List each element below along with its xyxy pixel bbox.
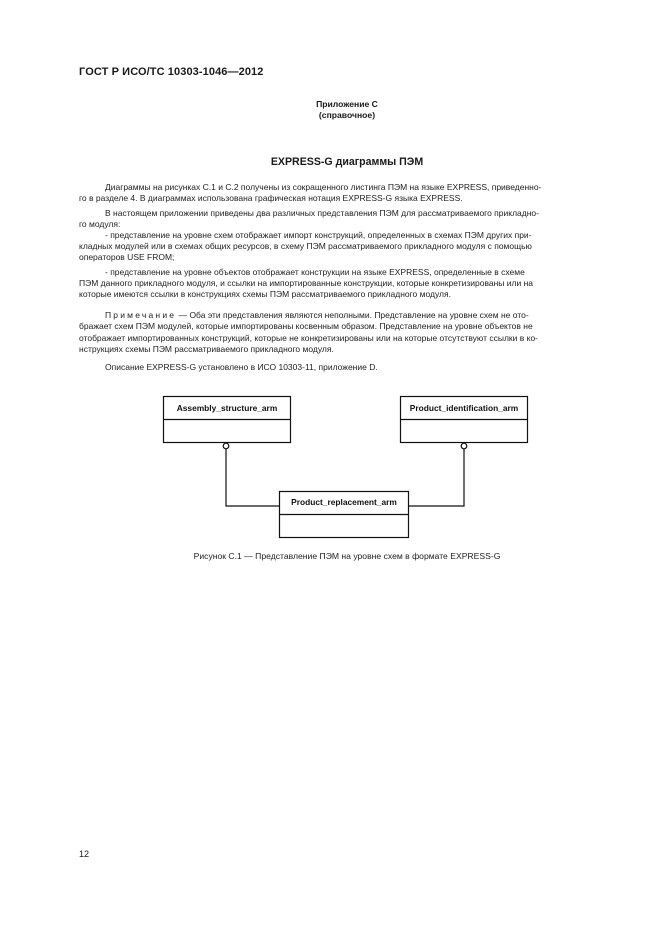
body-line: го модуля: bbox=[79, 219, 121, 229]
document-code: ГОСТ Р ИСО/ТС 10303-1046—2012 bbox=[79, 66, 264, 78]
entity-label: Product_identification_arm bbox=[409, 403, 519, 413]
body-line: которые имеются ссылки в конструкциях схемы ПЭМ рассматриваемого прикладного модуля. bbox=[79, 289, 451, 299]
entity-product-replacement bbox=[280, 492, 409, 538]
section-title: EXPRESS-G диаграммы ПЭМ bbox=[270, 156, 424, 168]
note-label: Примечание bbox=[105, 310, 177, 320]
note-text: — Оба эти представления являются неполными. Представление на уровне схем не ото- bbox=[178, 310, 529, 320]
body-line: - представление на уровне объектов отображает конструкции на языке EXPRESS, определенные в схеме bbox=[105, 267, 525, 277]
body-line: го в разделе 4. В диаграммах использована графическая нотация EXPRESS-G языка EXPRESS. bbox=[79, 193, 463, 203]
body-line: кладных модулей или в схемах общих ресурсов, в схему ПЭМ рассматриваемого прикладного модуля с помощью bbox=[79, 241, 532, 251]
body-line: Описание EXPRESS-G установлено в ИСО 10303-11, приложение D. bbox=[105, 362, 378, 372]
entity-product-identification bbox=[401, 397, 528, 443]
note-line: нструкциях схемы ПЭМ рассматриваемого прикладного модуля. bbox=[79, 344, 334, 354]
note-line: отображает импортированных конструкций, которые не конкретизированы или на которые отсутствуют ссылки в ко- bbox=[79, 333, 539, 343]
entity-label: Assembly_structure_arm bbox=[176, 403, 278, 413]
entity-label: Product_replacement_arm bbox=[291, 497, 397, 507]
body-line: В настоящем приложении приведены два различных представления ПЭМ для рассматриваемого прикладно- bbox=[105, 208, 539, 218]
annex-title: Приложение С bbox=[316, 99, 378, 109]
body-line: операторов USE FROM; bbox=[79, 252, 175, 262]
figure-caption: Рисунок С.1 — Представление ПЭМ на уровне схем в формате EXPRESS-G bbox=[193, 551, 501, 561]
relationship-line-right bbox=[409, 443, 467, 506]
body-line: Диаграммы на рисунках С.1 и С.2 получены из сокращенного листинга ПЭМ на языке EXPRESS, приведенно- bbox=[105, 182, 542, 192]
relationship-line-left bbox=[223, 443, 279, 506]
body-line: ПЭМ данного прикладного модуля, и ссылки на импортированные конструкции, которые конкретизированы или на bbox=[79, 278, 533, 288]
entity-assembly-structure bbox=[164, 397, 291, 443]
page-number: 12 bbox=[79, 849, 90, 859]
note-line: бражает схем ПЭМ модулей, которые импортированы косвенным образом. Представление на уровне объектов не bbox=[79, 321, 533, 331]
body-line: - представление на уровне схем отображает импорт конструкций, определенных в схемах ПЭМ других при- bbox=[105, 230, 532, 240]
annex-note: (справочное) bbox=[318, 110, 376, 120]
